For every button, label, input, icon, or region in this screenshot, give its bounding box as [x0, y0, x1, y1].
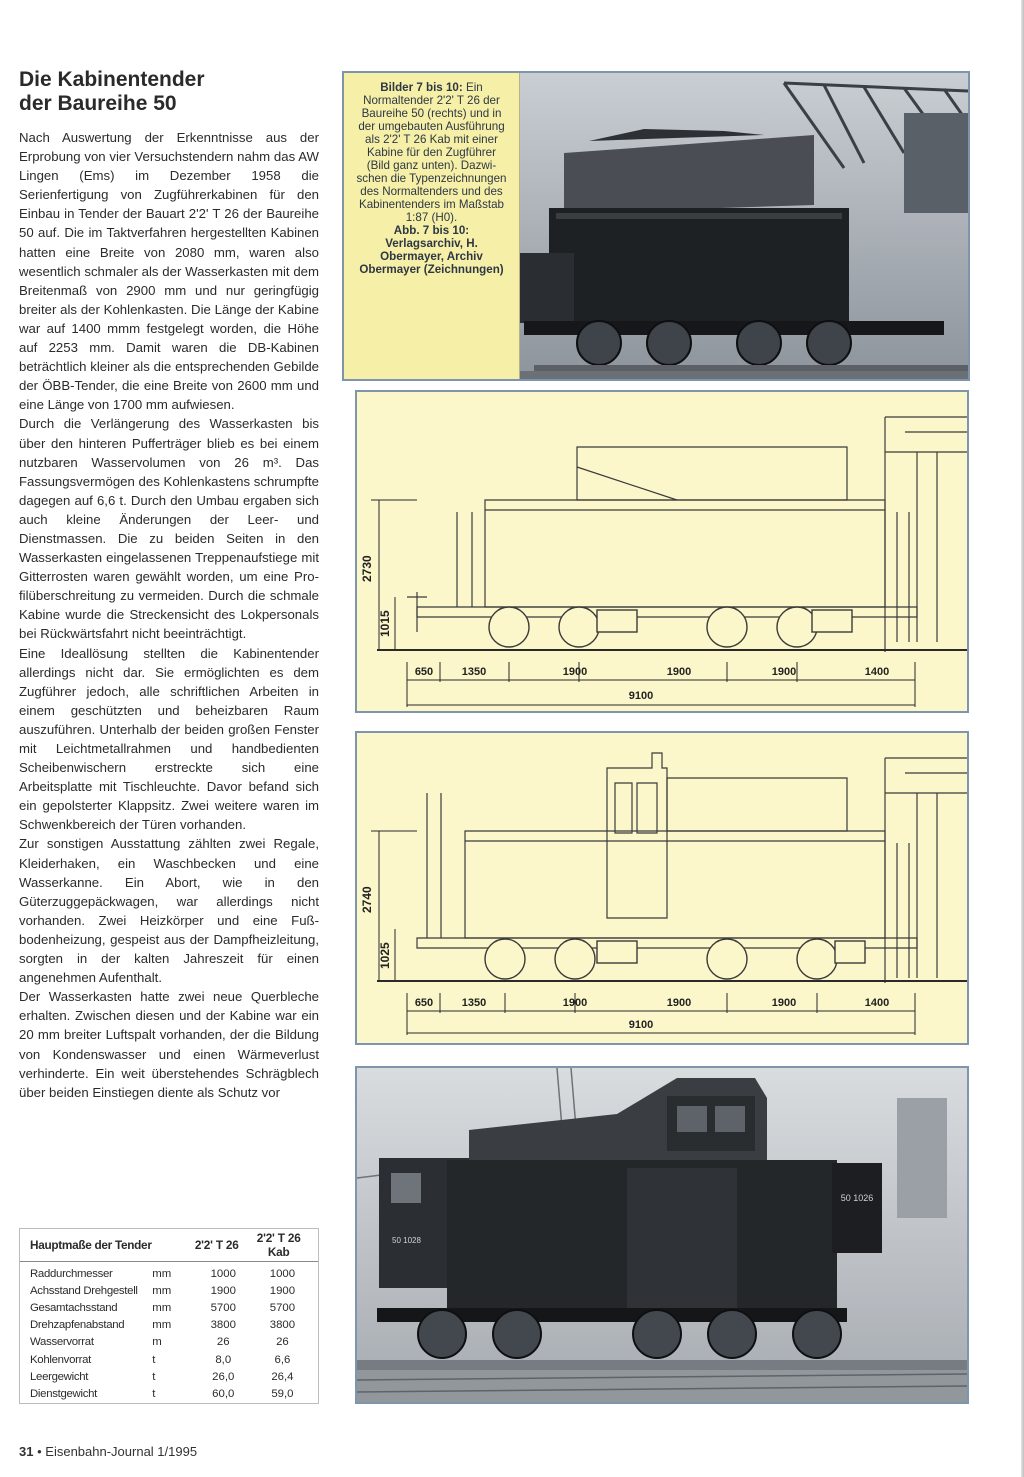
drawing-normal-tender-svg [357, 392, 967, 711]
photo-normal-tender [342, 71, 970, 381]
table-body [20, 1262, 318, 1403]
credit-label: Abb. 7 bis 10: [393, 224, 470, 237]
drawing-cabin-tender [355, 731, 969, 1045]
row-name: Leergewicht [30, 1370, 89, 1383]
table-row [20, 1385, 318, 1402]
row-value-t26: 60,0 [212, 1387, 235, 1400]
table-header-col-b: 2'2' T 26 Kab [256, 1231, 301, 1259]
table-row [20, 1368, 318, 1385]
row-value-t26: 5700 [210, 1301, 236, 1314]
dimension-segment: 1900 [666, 997, 692, 1009]
row-unit: t [152, 1387, 156, 1400]
row-unit: mm [152, 1301, 172, 1314]
footer-bullet: • [37, 1444, 42, 1459]
row-name: Kohlenvorrat [30, 1353, 91, 1366]
table-row [20, 1299, 318, 1316]
dimension-height-frame: 1015 [378, 610, 392, 637]
table-header-name: Hauptmaße der Tender [30, 1238, 152, 1252]
row-name: Dienstgewicht [30, 1387, 98, 1400]
row-value-t26-kab: 3800 [269, 1319, 296, 1332]
dimension-segment: 1900 [666, 666, 692, 678]
number-plate-loco: 50 1028 [392, 1236, 421, 1245]
row-value-t26-kab: 1000 [269, 1267, 296, 1280]
row-value-t26: 1000 [210, 1267, 236, 1280]
dimension-segment: 1900 [562, 666, 588, 678]
row-value-t26-kab: 6,6 [274, 1353, 291, 1366]
article-headline [19, 68, 319, 116]
article-body [19, 128, 319, 1102]
paragraph: Nach Auswertung der Erkenntnisse aus der Erprobung von vier Versuchstendern nahm das AW Lingen (Ems) im Dezember 1958 die Serienfertigung von Zugführerkabinen für den Einbau in Tender der Bauart 2'2' T 26 der Baureihe 50 auf. Die im Taktverfahren hergestellten Kabinen hatten eine Breite von 2080 mm, waren also wesentlich schmaler als der Wasserkasten mit dem Breitenmaß von 2900 mm und nur geringfügig breiter als der Kohlenkasten. Die Länge der Kabine war auf 1400 mmm festgelegt worden, die Höhe auf 2253 mm. Damit waren die DB-Kabinen beträchtlich kleiner als die entsprechenden Gebilde der ÖBB-Tender, die eine Breite von 2600 mm und eine Länge von 1700 mm aufwiesen. [19, 130, 319, 413]
row-name: Achsstand Drehgestell [30, 1284, 138, 1297]
paragraph: Zur sonstigen Ausstattung zählten zwei Regale, Kleiderhaken, ein Waschbecken und eine Wasserkanne. Ein Abort, wie in den Güterzuggepäckwagen, war allerdings nicht vorhanden. Zwei Heizkörper und eine Fußbodenheizung, gespeist aus der Dampfheizleitung, sorgten in der kalten Jahreszeit für einen angenehmen Aufenthalt. [19, 836, 319, 986]
dimension-height-total: 2740 [360, 886, 374, 913]
caption-label: Bilder 7 bis 10: [380, 81, 463, 94]
drawing-cabin-tender-svg [357, 733, 967, 1043]
dimension-segment: 1900 [771, 666, 797, 678]
row-unit: t [152, 1353, 156, 1366]
credit-text: Verlagsarchiv, H. Obermayer, Archiv Obermayer (Zeichnungen) [359, 237, 504, 276]
dimension-total-length: 9100 [628, 1019, 654, 1031]
row-name: Gesamtachsstand [30, 1301, 118, 1314]
dimension-segment: 1900 [562, 997, 588, 1009]
row-value-t26-kab: 5700 [269, 1301, 296, 1314]
row-name: Wasservorrat [30, 1336, 94, 1349]
dimension-segment: 1900 [771, 997, 797, 1009]
photo-cabin-tender [355, 1066, 969, 1404]
dimension-segment: 650 [414, 666, 434, 678]
photo-caption [344, 73, 520, 379]
table-row [20, 1334, 318, 1351]
row-unit: mm [152, 1319, 172, 1332]
table-row [20, 1282, 318, 1299]
dimension-height-frame: 1025 [378, 942, 392, 969]
table-row [20, 1351, 318, 1368]
dimension-segment: 1350 [461, 997, 487, 1009]
row-name: Drehzapfenabstand [30, 1319, 125, 1332]
photo-cabin-tender-image [357, 1068, 967, 1402]
paragraph: Der Wasserkasten hatte zwei neue Querbleche erhalten. Zwischen diesen und der Kabine war ein 20 mm breiter Luftspalt vorhanden, der die Bildung von Kondenswasser und einen Wärmeverlust verhinderte. Ein weit überstehendes Schrägblech über beiden Einstiegen diente als Schutz vor [19, 989, 319, 1100]
row-unit: t [152, 1370, 156, 1383]
table-row [20, 1265, 318, 1282]
table-row [20, 1317, 318, 1334]
dimension-total-length: 9100 [628, 690, 654, 702]
publication-name: Eisenbahn-Journal 1/1995 [45, 1444, 198, 1459]
row-value-t26: 1900 [210, 1284, 236, 1297]
dimension-segment: 1400 [864, 666, 890, 678]
row-value-t26: 8,0 [215, 1353, 232, 1366]
dimension-segment: 1350 [461, 666, 487, 678]
paragraph: Eine Ideallösung stellten die Kabinentender allerdings nicht dar. Sie ermöglichten es dem Zugführer jedoch, alle schriftlichen Arbeiten in einem geschützten und beheizbaren Raum auszuführen. Unterhalb der beiden großen Fenster mit Leichtmetallrahmen und handbedienten Scheibenwischern erstreckte sich eine Arbeitsplatte mit Tischleuchte. Davor befand sich ein gepolsterter Klappsitz. Zwei weitere waren im Schwenkbereich der Türen vorhanden. [19, 645, 319, 833]
caption-text: Ein Normaltender 2'2' T 26 der Baureihe 50 (rechts) und in der umgebauten Ausführung als 2'2' T 26 Kab mit einer Kabine für den Zugführer (Bild ganz unten). Dazwischen die Typenzeichnungen des Normaltenders und des Kabinentenders im Maßstab 1:87 (H0). [356, 81, 507, 224]
table-header-col-a: 2'2' T 26 [194, 1238, 239, 1252]
headline-line-2: der Baureihe 50 [19, 92, 177, 115]
page-number: 31 [19, 1444, 34, 1459]
row-value-t26-kab: 26,4 [271, 1370, 294, 1383]
row-value-t26: 26 [216, 1336, 230, 1349]
dimension-segment: 1400 [864, 997, 890, 1009]
headline-line-1: Die Kabinentender [19, 68, 205, 91]
row-unit: m [152, 1336, 162, 1349]
row-unit: mm [152, 1284, 172, 1297]
row-value-t26-kab: 59,0 [271, 1387, 294, 1400]
dimension-height-total: 2730 [360, 555, 374, 582]
row-name: Raddurchmesser [30, 1267, 113, 1280]
row-unit: mm [152, 1267, 172, 1280]
drawing-normal-tender [355, 390, 969, 713]
row-value-t26: 26,0 [212, 1370, 235, 1383]
dimensions-table [19, 1228, 319, 1404]
dimension-segment: 650 [414, 997, 434, 1009]
page-footer [19, 1444, 197, 1459]
table-header [20, 1229, 318, 1262]
paragraph: Durch die Verlängerung des Wasserkasten bis über den hinteren Pufferträger blieb es bei einem nutzbaren Wasservolumen von 26 m³. Das Fassungsvermögen des Kohlenkastens schrumpfte dagegen auf 6,6 t. Durch den Umbau ergaben sich auch kleine Änderungen der Leer- und Dienstmassen. Die zu beiden Seiten in den Wasserkasten eingelassenen Treppenaufstiege mit Gitterrosten waren gewählt worden, um eine Profilüberschreitung zu vermeiden. Durch die schmale Kabine wurde die Streckensicht des Lokpersonals bei Rückwärtsfahrt nicht beeinträchtigt. [19, 416, 319, 642]
row-value-t26: 3800 [210, 1319, 236, 1332]
row-value-t26-kab: 1900 [269, 1284, 296, 1297]
row-value-t26-kab: 26 [276, 1336, 289, 1349]
number-plate-tender: 50 1026 [840, 1193, 874, 1203]
